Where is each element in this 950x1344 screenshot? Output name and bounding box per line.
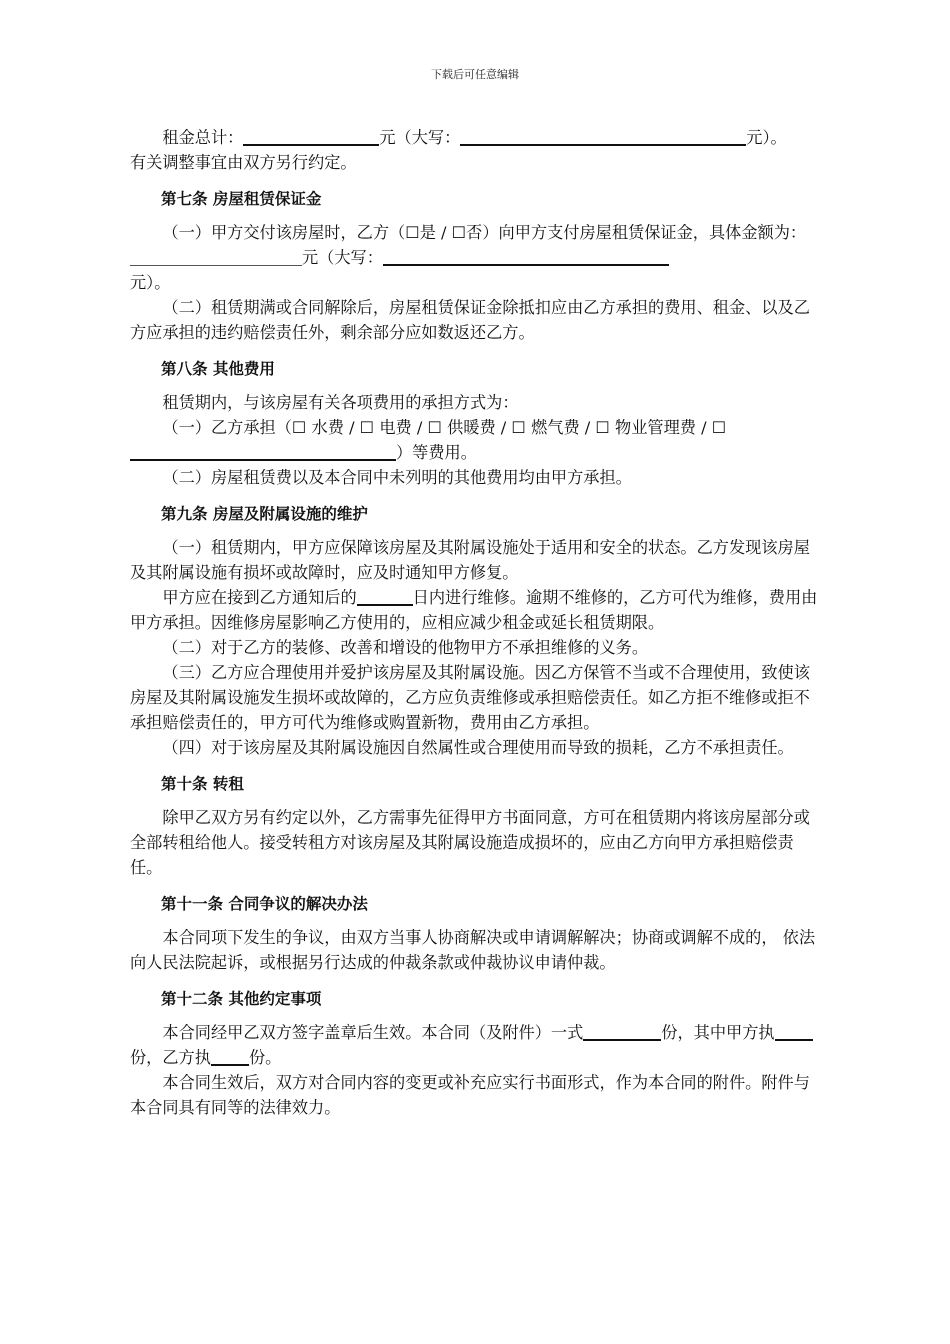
- section-9-title: 第九条 房屋及附属设施的维护: [161, 505, 368, 523]
- rent-total-blank[interactable]: [243, 128, 379, 146]
- repair-days-blank[interactable]: [357, 588, 413, 606]
- sec8-para-0: 租赁期内，与该房屋有关各项费用的承担方式为：: [162, 393, 519, 412]
- sec8-para-1: （一）乙方承担（☐ 水费 / ☐ 电费 / ☐ 供暖费 / ☐ 燃气费 / ☐ 物业管理费 / ☐）等费用。: [130, 415, 820, 465]
- section-10-title: 第十条 转租: [161, 775, 244, 793]
- sec12-para-1: 本合同经甲乙双方签字盖章后生效。本合同（及附件）一式 份，其中甲方执份，乙方执 份。: [130, 1020, 820, 1070]
- sec9-para-1b: 甲方应在接到乙方通知后的 日内进行维修。逾期不维修的，乙方可代为维修，费用由甲方承担。因维修房屋影响乙方使用的，应相应减少租金或延长租赁期限。: [130, 588, 818, 632]
- rent-adjust-note: 有关调整事宜由双方另行约定。: [130, 153, 357, 172]
- section-11-title: 第十一条 合同争议的解决办法: [161, 895, 368, 913]
- section-12-title: 第十二条 其他约定事项: [161, 990, 322, 1008]
- document-body: [130, 125, 820, 1120]
- deposit-amount-blank[interactable]: [130, 249, 302, 266]
- sec9-para-3: （三）乙方应合理使用并爱护该房屋及其附属设施。因乙方保管不当或不合理使用，致使该房屋及其附属设施发生损坏或故障的，乙方应负责维修或承担赔偿责任。如乙方拒不维修或拒不承担赔偿责任的，甲方可代为维修或购置新物，费用由乙方承担。: [130, 663, 810, 732]
- page-header: 下载后可任意编辑: [431, 68, 519, 81]
- section-8-title: 第八条 其他费用: [161, 360, 275, 378]
- deposit-uppercase-blank[interactable]: [383, 248, 669, 266]
- copies-total-blank[interactable]: [583, 1023, 661, 1041]
- sec7-para-2: （二）租赁期满或合同解除后，房屋租赁保证金除抵扣应由乙方承担的费用、租金、以及乙方应承担的违约赔偿责任外，剩余部分应如数返还乙方。: [130, 298, 810, 342]
- section-7-title: 第七条 房屋租赁保证金: [161, 190, 322, 208]
- sec8-para-2: （二）房屋租赁费以及本合同中未列明的其他费用均由甲方承担。: [162, 468, 632, 487]
- rent-total-uppercase-blank[interactable]: [460, 128, 746, 146]
- other-fee-blank[interactable]: [130, 443, 396, 461]
- sec9-para-2: （二）对于乙方的装修、改善和增设的他物甲方不承担维修的义务。: [162, 638, 649, 657]
- rent-total-line: 租金总计： 元（大写： 元）。: [162, 128, 787, 147]
- copies-party-b-blank[interactable]: [211, 1048, 249, 1066]
- copies-party-a-blank[interactable]: [775, 1023, 813, 1041]
- sec7-para-1: （一）甲方交付该房屋时，乙方（☐是 / ☐否）向甲方支付房屋租赁保证金，具体金额为：元（大写： 元）。: [130, 223, 807, 292]
- sec9-para-1: （一）租赁期内，甲方应保障该房屋及其附属设施处于适用和安全的状态。乙方发现该房屋及其附属设施有损坏或故障时，应及时通知甲方修复。: [130, 538, 810, 582]
- sec12-para-2: 本合同生效后，双方对合同内容的变更或补充应实行书面形式，作为本合同的附件。附件与本合同具有同等的法律效力。: [130, 1073, 810, 1117]
- sec11-para-1: 本合同项下发生的争议，由双方当事人协商解决或申请调解解决；协商或调解不成的， 依法向人民法院起诉，或根据另行达成的仲裁条款或仲裁协议申请仲裁。: [130, 928, 816, 972]
- sec10-para-1: 除甲乙双方另有约定以外，乙方需事先征得甲方书面同意，方可在租赁期内将该房屋部分或全部转租给他人。接受转租方对该房屋及其附属设施造成损坏的，应由乙方向甲方承担赔偿责任。: [130, 808, 810, 877]
- sec9-para-4: （四）对于该房屋及其附属设施因自然属性或合理使用而导致的损耗，乙方不承担责任。: [162, 738, 794, 757]
